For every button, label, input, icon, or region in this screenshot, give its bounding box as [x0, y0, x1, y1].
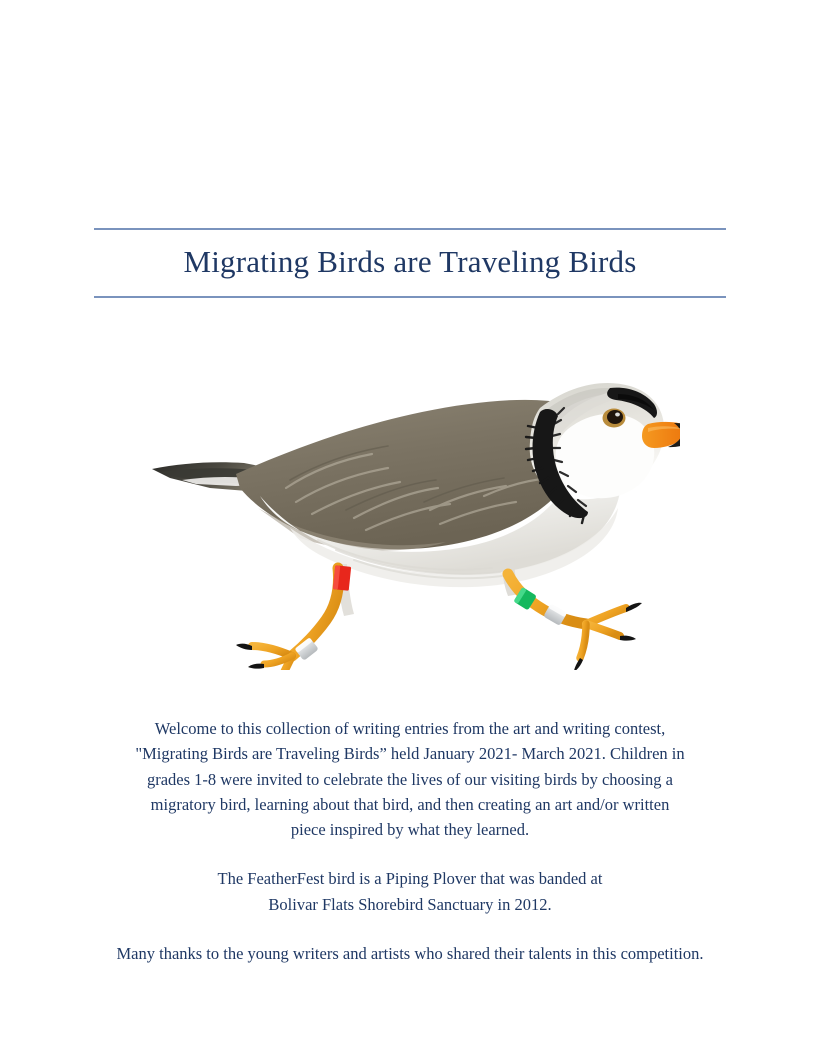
intro-line-2: "Migrating Birds are Traveling Birds” held January 2021- March 2021. Children in [135, 744, 685, 764]
body-copy [60, 716, 760, 966]
intro-paragraph [60, 716, 760, 842]
piping-plover-illustration [140, 368, 680, 670]
bird-beak [642, 422, 680, 448]
bird-note-line-2: Bolivar Flats Shorebird Sanctuary in 2012. [268, 894, 552, 914]
intro-line-3: grades 1-8 were invited to celebrate the lives of our visiting birds by choosing a [146, 769, 674, 789]
thanks-line-1: Many thanks to the young writers and artists who shared their talents in this competition. [116, 944, 704, 964]
title-block [94, 228, 726, 298]
bird-eye [603, 409, 626, 428]
bird-note-line-1: The FeatherFest bird is a Piping Plover that was banded at [217, 869, 603, 889]
bird-note-paragraph [60, 866, 760, 917]
leg-band-red [333, 565, 351, 591]
intro-line-4: migratory bird, learning about that bird, and then creating an art and/or written [150, 794, 670, 814]
piping-plover-icon [140, 368, 680, 670]
bird-left-leg [236, 564, 354, 670]
intro-line-5: piece inspired by what they learned. [290, 820, 530, 840]
intro-line-1: Welcome to this collection of writing entries from the art and writing contest, [154, 719, 666, 738]
title-rule-bottom [94, 296, 726, 298]
thanks-paragraph [60, 941, 760, 966]
page-title: Migrating Birds are Traveling Birds [183, 244, 637, 279]
